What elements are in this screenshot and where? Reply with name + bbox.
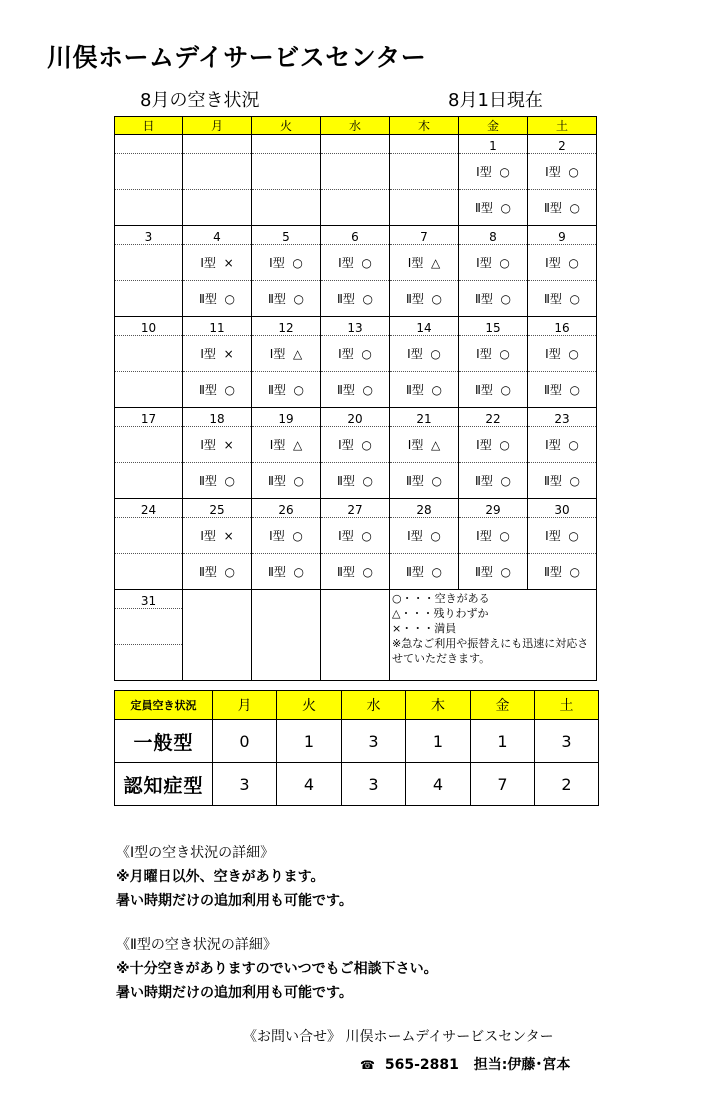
type-label: Ⅱ型: [543, 474, 562, 488]
date-cell: 3: [115, 226, 183, 245]
type1-slot: [183, 154, 252, 190]
week-date-row: [115, 135, 597, 154]
availability-mark: ×: [223, 256, 234, 270]
availability-mark: ○: [499, 438, 510, 452]
date-cell: 26: [252, 499, 321, 518]
type2-slot: [528, 190, 597, 226]
type1-slot: [390, 245, 459, 281]
availability-mark: ○: [293, 474, 305, 488]
capacity-value: 3: [213, 763, 277, 806]
page-title: 川俣ホームデイサービスセンター: [47, 43, 427, 72]
week-date-row: [115, 499, 597, 518]
week-date-row: [115, 317, 597, 336]
date-cell: 16: [528, 317, 597, 336]
type2-slot: [390, 554, 459, 590]
capacity-value: 3: [535, 720, 599, 763]
date-cell: 8: [459, 226, 528, 245]
type2-slot: [390, 281, 459, 317]
capacity-header-label: 定員空き状況: [115, 691, 213, 720]
capacity-value: 1: [277, 720, 342, 763]
type-label: Ⅱ型: [267, 474, 286, 488]
type-label: Ⅱ型: [543, 292, 562, 306]
capacity-value: 2: [535, 763, 599, 806]
weekday-cell: 金: [459, 117, 528, 135]
availability-mark: ○: [362, 292, 374, 306]
availability-mark: ○: [569, 565, 581, 579]
availability-mark: ○: [293, 292, 305, 306]
type2-slot: [183, 372, 252, 408]
type-label: Ⅱ型: [198, 292, 217, 306]
type-label: Ⅱ型: [405, 292, 424, 306]
type2-slot: [183, 554, 252, 590]
availability-mark: △: [292, 438, 303, 452]
availability-mark: ○: [499, 165, 510, 179]
type-label: Ⅱ型: [336, 474, 355, 488]
type-label: Ⅱ型: [474, 201, 493, 215]
week-type1-row: [115, 336, 597, 372]
type-label: Ⅰ型: [476, 347, 492, 361]
week-type1-row: [115, 518, 597, 554]
type2-slot: [115, 372, 183, 408]
type-label: Ⅱ型: [405, 383, 424, 397]
availability-mark: ○: [568, 165, 579, 179]
date-cell: 31: [115, 590, 183, 609]
date-cell: 13: [321, 317, 390, 336]
capacity-day: 金: [471, 691, 535, 720]
availability-mark: ○: [224, 474, 236, 488]
legend-box: [390, 590, 597, 681]
capacity-table: [114, 690, 599, 806]
type2-slot: [390, 190, 459, 226]
availability-mark: ○: [431, 292, 443, 306]
phone-line: [360, 1054, 570, 1074]
type1-slot: [115, 245, 183, 281]
type2-slot: [115, 190, 183, 226]
type2-slot: [459, 190, 528, 226]
type2-slot: [321, 463, 390, 499]
availability-mark: ○: [293, 383, 305, 397]
type-label: Ⅰ型: [407, 347, 423, 361]
week-date-row: [115, 408, 597, 427]
type-label: Ⅰ型: [476, 165, 492, 179]
date-cell: 29: [459, 499, 528, 518]
empty-cell: [115, 609, 183, 645]
availability-mark: ○: [568, 256, 579, 270]
type2-slot: [321, 554, 390, 590]
type-label: Ⅰ型: [338, 256, 354, 270]
type2-slot: [183, 190, 252, 226]
type2-slot: [252, 554, 321, 590]
type2-slot: [115, 281, 183, 317]
availability-mark: ×: [223, 347, 234, 361]
type2-slot: [390, 372, 459, 408]
availability-calendar: [114, 116, 597, 681]
capacity-day: 水: [342, 691, 406, 720]
type2-slot: [321, 190, 390, 226]
date-cell: 25: [183, 499, 252, 518]
type-label: Ⅱ型: [474, 565, 493, 579]
type2-slot: [115, 554, 183, 590]
type1-slot: [252, 245, 321, 281]
capacity-row: [115, 763, 599, 806]
type1-slot: [390, 518, 459, 554]
type-label: Ⅱ型: [267, 292, 286, 306]
date-cell: 28: [390, 499, 459, 518]
type2-slot: [528, 554, 597, 590]
date-cell: [252, 135, 321, 154]
week-type2-row: [115, 463, 597, 499]
type-label: Ⅰ型: [200, 529, 216, 543]
type1-detail-line: 暑い時期だけの追加利用も可能です。: [116, 893, 353, 909]
type1-slot: [252, 427, 321, 463]
date-cell: 14: [390, 317, 459, 336]
type1-slot: [321, 518, 390, 554]
type1-slot: [459, 154, 528, 190]
week-type2-row: [115, 554, 597, 590]
capacity-value: 3: [342, 763, 406, 806]
availability-mark: ○: [224, 292, 236, 306]
type1-slot: [390, 336, 459, 372]
type2-slot: [528, 281, 597, 317]
type1-slot: [528, 336, 597, 372]
availability-mark: ○: [224, 565, 236, 579]
date-cell: 20: [321, 408, 390, 427]
type1-slot: [528, 518, 597, 554]
type-label: Ⅰ型: [545, 165, 561, 179]
availability-mark: ○: [568, 438, 579, 452]
phone-icon: ☎: [360, 1058, 375, 1072]
type1-slot: [252, 336, 321, 372]
type1-slot: [459, 427, 528, 463]
date-cell: 12: [252, 317, 321, 336]
type-label: Ⅰ型: [200, 438, 216, 452]
empty-cell: [321, 590, 390, 681]
availability-mark: ○: [430, 529, 441, 543]
type-label: Ⅰ型: [407, 256, 424, 270]
availability-mark: ○: [431, 565, 443, 579]
capacity-day: 月: [213, 691, 277, 720]
availability-mark: ○: [500, 383, 512, 397]
date-cell: 24: [115, 499, 183, 518]
staff-in-charge: 担当:伊藤･宮本: [473, 1057, 571, 1073]
type1-slot: [252, 518, 321, 554]
availability-mark: ○: [569, 383, 581, 397]
week-type1-row: [115, 427, 597, 463]
date-cell: [390, 135, 459, 154]
type1-slot: [459, 245, 528, 281]
type2-slot: [321, 372, 390, 408]
capacity-value: 3: [342, 720, 406, 763]
type2-slot: [252, 463, 321, 499]
date-cell: [115, 135, 183, 154]
capacity-day: 火: [277, 691, 342, 720]
type1-slot: [459, 336, 528, 372]
type-label: Ⅱ型: [198, 565, 217, 579]
empty-cell: [115, 645, 183, 681]
date-cell: 23: [528, 408, 597, 427]
availability-mark: △: [430, 256, 441, 270]
date-cell: 10: [115, 317, 183, 336]
date-cell: 6: [321, 226, 390, 245]
capacity-value: 7: [471, 763, 535, 806]
week-type2-row: [115, 281, 597, 317]
type2-slot: [459, 372, 528, 408]
capacity-value: 4: [277, 763, 342, 806]
type1-slot: [321, 336, 390, 372]
availability-mark: ○: [569, 474, 581, 488]
date-cell: 21: [390, 408, 459, 427]
type2-slot: [459, 463, 528, 499]
type-label: Ⅰ型: [200, 347, 216, 361]
type1-slot: [528, 154, 597, 190]
weekday-cell: 木: [390, 117, 459, 135]
date-cell: [183, 135, 252, 154]
availability-mark: ○: [292, 529, 303, 543]
type-label: Ⅰ型: [545, 347, 561, 361]
type-label: Ⅰ型: [545, 256, 561, 270]
availability-mark: ○: [569, 292, 581, 306]
type1-slot: [183, 245, 252, 281]
page-subtitle: 8月の空き状況: [140, 90, 260, 111]
type1-slot: [390, 427, 459, 463]
type-label: Ⅰ型: [338, 347, 354, 361]
capacity-value: 0: [213, 720, 277, 763]
type1-slot: [115, 427, 183, 463]
type2-slot: [252, 281, 321, 317]
type-label: Ⅰ型: [269, 347, 286, 361]
weekday-cell: 土: [528, 117, 597, 135]
availability-mark: ○: [362, 383, 374, 397]
type-label: Ⅱ型: [474, 292, 493, 306]
type-label: Ⅰ型: [476, 438, 492, 452]
availability-mark: ○: [362, 474, 374, 488]
availability-mark: ○: [500, 292, 512, 306]
availability-mark: ○: [499, 256, 510, 270]
type-label: Ⅰ型: [476, 256, 492, 270]
date-cell: 27: [321, 499, 390, 518]
type2-slot: [528, 372, 597, 408]
type-label: Ⅱ型: [474, 383, 493, 397]
type2-detail-heading: 《Ⅱ型の空き状況の詳細》: [116, 937, 277, 953]
type1-slot: [321, 245, 390, 281]
availability-mark: ○: [292, 256, 303, 270]
type-label: Ⅰ型: [338, 438, 354, 452]
availability-mark: ○: [361, 438, 372, 452]
type-label: Ⅱ型: [198, 383, 217, 397]
type1-slot: [183, 336, 252, 372]
type-label: Ⅱ型: [405, 474, 424, 488]
type-label: Ⅱ型: [543, 565, 562, 579]
weekday-cell: 月: [183, 117, 252, 135]
type2-slot: [321, 281, 390, 317]
type-label: Ⅱ型: [543, 201, 562, 215]
availability-mark: ○: [361, 529, 372, 543]
availability-mark: ○: [431, 474, 443, 488]
availability-mark: ○: [224, 383, 236, 397]
weekday-cell: 日: [115, 117, 183, 135]
capacity-header-row: [115, 691, 599, 720]
availability-mark: ○: [500, 565, 512, 579]
date-cell: 18: [183, 408, 252, 427]
type1-slot: [528, 427, 597, 463]
type1-slot: [115, 336, 183, 372]
date-cell: 7: [390, 226, 459, 245]
availability-mark: △: [430, 438, 441, 452]
availability-mark: ○: [569, 201, 581, 215]
capacity-value: 1: [406, 720, 471, 763]
type2-slot: [528, 463, 597, 499]
availability-mark: ○: [568, 529, 579, 543]
type1-slot: [115, 518, 183, 554]
type-label: Ⅰ型: [407, 438, 424, 452]
date-cell: 2: [528, 135, 597, 154]
date-cell: 19: [252, 408, 321, 427]
weekday-header: [115, 117, 597, 135]
type1-slot: [390, 154, 459, 190]
date-cell: 9: [528, 226, 597, 245]
type-label: Ⅱ型: [267, 565, 286, 579]
capacity-row-label: 認知症型: [115, 763, 213, 806]
type2-slot: [459, 554, 528, 590]
weekday-cell: 火: [252, 117, 321, 135]
type-label: Ⅱ型: [405, 565, 424, 579]
phone-number: 565-2881: [384, 1057, 459, 1073]
date-cell: 1: [459, 135, 528, 154]
capacity-day: 土: [535, 691, 599, 720]
type-label: Ⅱ型: [198, 474, 217, 488]
type1-slot: [252, 154, 321, 190]
date-cell: 11: [183, 317, 252, 336]
week-type2-row: [115, 190, 597, 226]
availability-mark: ○: [361, 256, 372, 270]
type-label: Ⅰ型: [200, 256, 216, 270]
date-cell: [321, 135, 390, 154]
empty-cell: [252, 590, 321, 681]
week-date-row: [115, 226, 597, 245]
capacity-row-label: 一般型: [115, 720, 213, 763]
type2-slot: [183, 463, 252, 499]
type-label: Ⅰ型: [269, 438, 286, 452]
availability-mark: ○: [362, 565, 374, 579]
type1-slot: [321, 427, 390, 463]
week-date-row: [115, 590, 597, 609]
type2-slot: [252, 372, 321, 408]
legend-item: △・・・残りわずか: [392, 607, 489, 620]
availability-mark: ×: [223, 529, 234, 543]
type2-slot: [390, 463, 459, 499]
availability-mark: ○: [499, 347, 510, 361]
type1-detail-heading: 《Ⅰ型の空き状況の詳細》: [116, 845, 275, 861]
type-label: Ⅱ型: [336, 292, 355, 306]
empty-cell: [183, 590, 252, 681]
date-cell: 4: [183, 226, 252, 245]
inquiry-line: 《お問い合せ》 川俣ホームデイサービスセンター: [243, 1029, 554, 1045]
week-type1-row: [115, 245, 597, 281]
type-label: Ⅰ型: [338, 529, 354, 543]
type1-slot: [183, 427, 252, 463]
type-label: Ⅱ型: [474, 474, 493, 488]
type-label: Ⅱ型: [543, 383, 562, 397]
type-label: Ⅱ型: [267, 383, 286, 397]
type-label: Ⅰ型: [476, 529, 492, 543]
date-cell: 17: [115, 408, 183, 427]
type2-detail-line: ※十分空きがありますのでいつでもご相談下さい。: [116, 961, 438, 977]
availability-mark: ○: [500, 474, 512, 488]
legend-item: ※急なご利用や振替えにも迅速に対応させていただきます。: [392, 637, 589, 665]
type1-slot: [459, 518, 528, 554]
week-type2-row: [115, 372, 597, 408]
availability-mark: ○: [361, 347, 372, 361]
week-type1-row: [115, 154, 597, 190]
availability-mark: ○: [500, 201, 512, 215]
availability-mark: ○: [293, 565, 305, 579]
type-label: Ⅱ型: [336, 565, 355, 579]
date-cell: 22: [459, 408, 528, 427]
type-label: Ⅰ型: [407, 529, 423, 543]
type-label: Ⅰ型: [269, 529, 285, 543]
type1-slot: [115, 154, 183, 190]
type2-slot: [183, 281, 252, 317]
capacity-value: 1: [471, 720, 535, 763]
type1-slot: [321, 154, 390, 190]
date-cell: 15: [459, 317, 528, 336]
legend-item: ×・・・満員: [392, 622, 457, 635]
availability-mark: ○: [430, 347, 441, 361]
capacity-value: 4: [406, 763, 471, 806]
as-of-date: 8月1日現在: [448, 90, 543, 111]
type2-slot: [459, 281, 528, 317]
type2-detail-line: 暑い時期だけの追加利用も可能です。: [116, 985, 353, 1001]
type1-slot: [528, 245, 597, 281]
type-label: Ⅰ型: [545, 438, 561, 452]
capacity-day: 木: [406, 691, 471, 720]
type-label: Ⅰ型: [269, 256, 285, 270]
type1-slot: [183, 518, 252, 554]
availability-mark: ×: [223, 438, 234, 452]
availability-mark: ○: [499, 529, 510, 543]
type2-slot: [252, 190, 321, 226]
type-label: Ⅱ型: [336, 383, 355, 397]
type2-slot: [115, 463, 183, 499]
availability-mark: ○: [568, 347, 579, 361]
weekday-cell: 水: [321, 117, 390, 135]
date-cell: 5: [252, 226, 321, 245]
legend-item: ○・・・空きがある: [392, 592, 490, 605]
type-label: Ⅰ型: [545, 529, 561, 543]
capacity-row: [115, 720, 599, 763]
type1-detail-line: ※月曜日以外、空きがあります。: [116, 869, 325, 885]
availability-mark: △: [292, 347, 303, 361]
availability-mark: ○: [431, 383, 443, 397]
date-cell: 30: [528, 499, 597, 518]
